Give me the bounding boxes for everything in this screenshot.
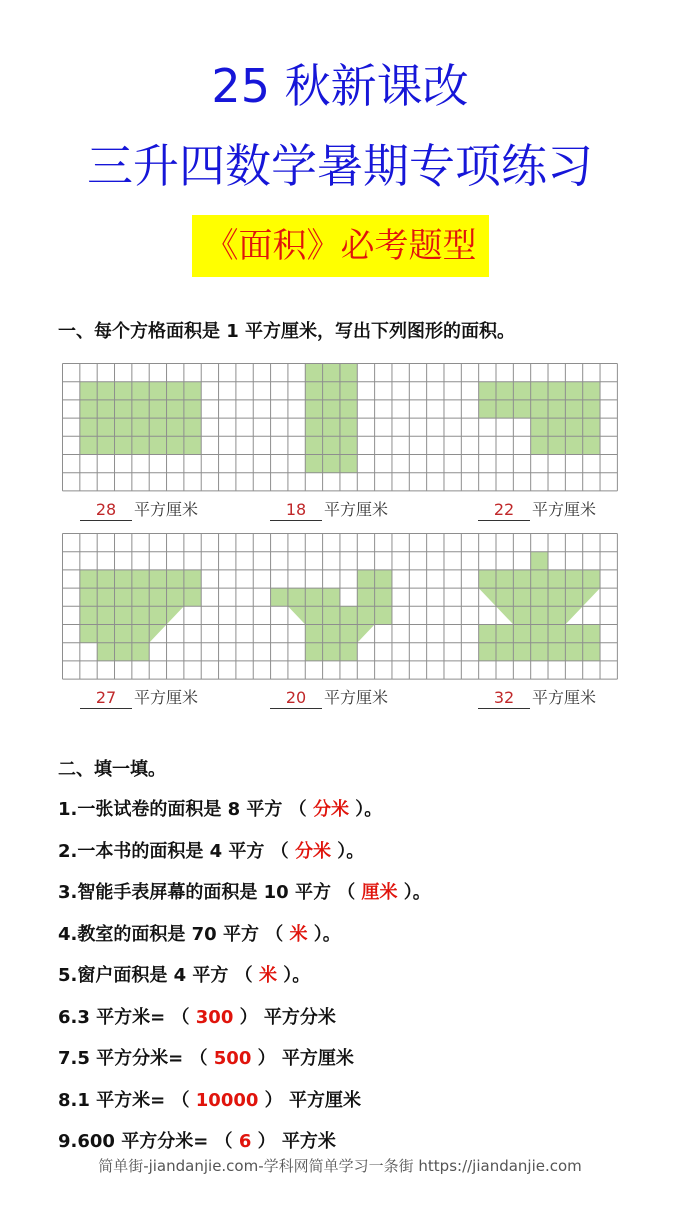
- title-line-1: 25 秋新课改: [211, 59, 469, 113]
- item-answer: 分米: [294, 841, 331, 862]
- unit-label: 平方厘米: [532, 688, 597, 707]
- unit-label: 平方厘米: [532, 500, 597, 519]
- fill-item-4: [58, 922, 341, 948]
- item-text: 6.3 平方米= （: [58, 1007, 196, 1028]
- item-text: 4.教室的面积是 70 平方 （: [58, 924, 290, 945]
- grid-1: [62, 363, 619, 493]
- item-text: 7.5 平方分米= （: [58, 1048, 214, 1069]
- fill-item-5: [58, 963, 310, 989]
- fill-item-3: [58, 880, 431, 906]
- unit-label: 平方厘米: [134, 500, 199, 519]
- item-text-end: ）。: [276, 965, 311, 986]
- item-text: 3.智能手表屏幕的面积是 10 平方 （: [58, 882, 362, 903]
- item-text: 1.一张试卷的面积是 8 平方 （: [58, 799, 313, 820]
- item-text: 2.一本书的面积是 4 平方 （: [58, 841, 295, 862]
- unit-label: 平方厘米: [134, 688, 199, 707]
- answer-shape-5: [270, 687, 410, 709]
- subtitle: 《面积》必考题型: [204, 226, 477, 266]
- fill-item-9: [58, 1129, 336, 1155]
- item-text-end: ）。: [307, 924, 341, 945]
- item-text-end: ）。: [348, 799, 383, 820]
- grid-2: [62, 533, 619, 681]
- square-grid: [62, 363, 619, 493]
- item-text-end: ） 平方米: [251, 1131, 336, 1152]
- answer-blank: 27: [80, 688, 132, 709]
- answer-blank: 22: [478, 500, 530, 521]
- title-line-2: 三升四数学暑期专项练习: [87, 139, 593, 193]
- item-answer: 米: [258, 965, 277, 986]
- fill-item-7: [58, 1046, 354, 1072]
- fill-item-8: [58, 1088, 361, 1114]
- unit-label: 平方厘米: [324, 500, 389, 519]
- answer-blank: 20: [270, 688, 322, 709]
- item-answer: 300: [195, 1007, 234, 1028]
- answer-shape-2: [270, 499, 410, 521]
- answer-shape-4: [80, 687, 220, 709]
- square-grid: [62, 533, 619, 681]
- fill-item-1: [58, 797, 382, 823]
- footer-watermark: 简单街-jiandanjie.com-学科网简单学习一条街 https://jiandanjie.com: [98, 1157, 582, 1175]
- fill-item-6: [58, 1005, 336, 1031]
- section1-heading: 一、每个方格面积是 1 平方厘米，写出下列图形的面积。: [58, 321, 516, 342]
- unit-label: 平方厘米: [324, 688, 389, 707]
- item-text-end: ）。: [397, 882, 431, 903]
- answer-shape-6: [478, 687, 618, 709]
- item-text: 9.600 平方分米= （: [58, 1131, 239, 1152]
- item-answer: 6: [238, 1131, 252, 1152]
- answer-shape-3: [478, 499, 618, 521]
- item-answer: 10000: [195, 1090, 259, 1111]
- green-shape-4: [80, 570, 201, 661]
- item-text-end: ）。: [330, 841, 365, 862]
- answer-blank: 18: [270, 500, 322, 521]
- answer-blank: 32: [478, 688, 530, 709]
- item-text-end: ） 平方厘米: [258, 1090, 361, 1111]
- section2-heading: 二、填一填。: [58, 759, 166, 780]
- item-answer: 500: [213, 1048, 252, 1069]
- item-answer: 厘米: [361, 882, 398, 903]
- answer-shape-1: [80, 499, 220, 521]
- item-text-end: ） 平方分米: [233, 1007, 336, 1028]
- answer-blank: 28: [80, 500, 132, 521]
- item-answer: 分米: [312, 799, 349, 820]
- item-text: 5.窗户面积是 4 平方 （: [58, 965, 259, 986]
- item-text-end: ） 平方厘米: [251, 1048, 354, 1069]
- item-text: 8.1 平方米= （: [58, 1090, 196, 1111]
- green-shape-5: [271, 570, 392, 661]
- item-answer: 米: [289, 924, 308, 945]
- fill-item-2: [58, 839, 364, 865]
